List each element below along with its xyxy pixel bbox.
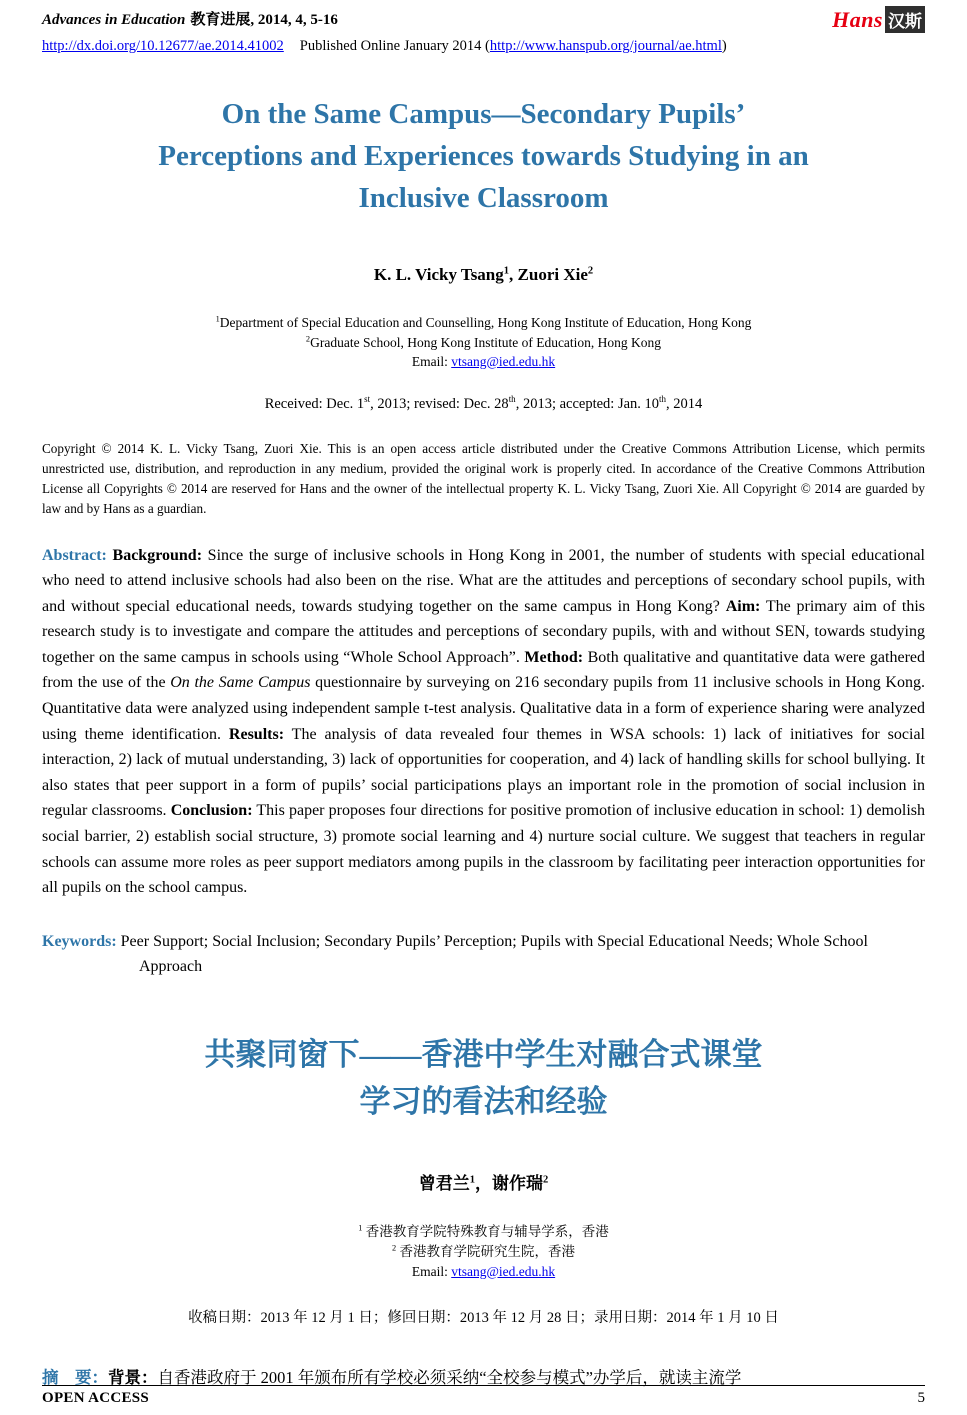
chinese-abstract-label: 摘 要：	[42, 1367, 108, 1387]
keywords-paragraph	[42, 929, 925, 979]
journal-url-link[interactable]: http://www.hanspub.org/journal/ae.html	[489, 38, 722, 54]
author-separator: ,	[509, 265, 518, 284]
author-1-superscript: 1	[503, 265, 510, 277]
chinese-authors-line	[42, 1169, 925, 1194]
authors-line	[42, 265, 925, 285]
paper-title-line-1: On the Same Campus—Secondary Pupils’	[221, 98, 746, 130]
chinese-background-label: 背景：	[108, 1367, 158, 1387]
affiliation-2	[42, 333, 925, 353]
chinese-received-line: 收稿日期：2013 年 12 月 1 日；修回日期：2013 年 12 月 28 日；录用日期：2014 年 1 月 10 日	[188, 1309, 779, 1326]
chinese-author-2-superscript: 2	[543, 1174, 549, 1186]
affiliations-block	[42, 313, 925, 372]
received-sup-2: th	[508, 393, 516, 404]
chinese-title-line-1: 共聚同窗下——香港中学生对融合式课堂	[204, 1036, 763, 1072]
open-access-label: OPEN ACCESS	[42, 1390, 150, 1406]
email-link[interactable]: vtsang@ied.edu.hk	[451, 354, 556, 369]
chinese-title-line-2: 学习的看法和经验	[359, 1083, 608, 1119]
chinese-title	[42, 1031, 925, 1125]
questionnaire-name-italic: On the Same Campus	[170, 674, 311, 692]
received-text-4: , 2014	[666, 395, 703, 412]
paper-title-line-2: Perceptions and Experiences towards Studying in an	[158, 140, 809, 172]
chinese-affiliation-2	[42, 1242, 925, 1262]
chinese-email-link[interactable]: vtsang@ied.edu.hk	[451, 1263, 556, 1279]
keywords-text: Peer Support; Social Inclusion; Secondary Pupils’ Perception; Pupils with Special Educational Needs; Whole School Approach	[116, 932, 868, 975]
chinese-affiliations-block	[42, 1222, 925, 1282]
aim-label: Aim:	[725, 597, 761, 615]
published-online-close: )	[721, 38, 727, 54]
method-label: Method:	[524, 648, 584, 666]
doi-published-line	[42, 38, 925, 55]
abstract-label: Abstract:	[42, 546, 107, 564]
author-2-name: Zuori Xie	[517, 265, 588, 284]
hans-logo-text: Hans	[832, 6, 883, 32]
chinese-author-1-superscript: 1	[469, 1174, 475, 1186]
chinese-affiliation-1-superscript: 1	[358, 1223, 363, 1233]
journal-name-english: Advances in Education	[42, 12, 186, 28]
affiliation-1-superscript: 1	[215, 314, 220, 324]
page-header	[42, 8, 925, 33]
received-sup-3: th	[659, 393, 667, 404]
affiliation-2-superscript: 2	[305, 334, 311, 343]
chinese-email-label: Email:	[411, 1263, 452, 1279]
page-footer	[42, 1385, 925, 1407]
paper-title	[42, 93, 925, 219]
hans-publisher-logo	[832, 6, 925, 33]
conclusion-text: This paper proposes four directions for positive promotion of inclusive education in school: 1) demolish social barrier, 2) establish social structure, 3) promote social learning and 4) nurture social culture. We suggest that teachers in regular schools can assume more roles as peer support mediators among pupils in the classroom by facilitating peer interaction opportunities for all pupils on the school campus.	[42, 802, 926, 897]
email-label: Email:	[411, 354, 452, 369]
page-number: 5	[917, 1390, 925, 1406]
journal-citation-line	[42, 8, 338, 29]
received-text-3: , 2013; accepted: Jan. 10	[515, 395, 660, 412]
method-text-1: Both qualitative and quantitative data were gathered from the use of the	[42, 648, 925, 692]
method-text-2: questionnaire by surveying on 216 secondary pupils from 11 inclusive schools in Hong Kong. Quantitative data were analyzed using independent sample t-test analysis. Qualitative data in a form of experience sharing were analyzed using theme identification.	[42, 674, 925, 743]
affiliation-2-text: Graduate School, Hong Kong Institute of Education, Hong Kong	[310, 334, 662, 350]
chinese-affiliation-1	[42, 1222, 925, 1242]
chinese-author-2-name: 谢作瑞	[492, 1173, 543, 1193]
email-line	[42, 352, 925, 372]
received-line	[42, 393, 925, 413]
received-text-2: , 2013; revised: Dec. 28	[370, 395, 509, 412]
chinese-author-separator: ，	[475, 1173, 492, 1193]
chinese-affiliation-2-text: 香港教育学院研究生院，香港	[396, 1243, 576, 1259]
chinese-author-1-name: 曾君兰	[418, 1173, 470, 1193]
keywords-label: Keywords:	[42, 932, 117, 950]
background-label: Background:	[106, 546, 203, 564]
received-text-1: Received: Dec. 1	[264, 395, 365, 412]
doi-link[interactable]: http://dx.doi.org/10.12677/ae.2014.41002	[42, 38, 284, 54]
chinese-affiliation-1-text: 香港教育学院特殊教育与辅导学系，香港	[362, 1223, 609, 1239]
affiliation-1	[42, 313, 925, 333]
journal-name-chinese-issue: 教育进展, 2014, 4, 5-16	[190, 12, 338, 28]
chinese-affiliation-2-superscript: 2	[391, 1243, 397, 1253]
received-sup-1: st	[364, 393, 371, 404]
conclusion-label: Conclusion:	[170, 802, 253, 820]
affiliation-1-text: Department of Special Education and Counselling, Hong Kong Institute of Education, Hong Kong	[219, 315, 752, 330]
background-text: Since the surge of inclusive schools in Hong Kong in 2001, the number of students with special educational who need to attend inclusive schools had also been on the rise. What are the attitudes and perceptions of secondary school pupils, with and without special educational needs, towards studying together on the same campus in Hong Kong?	[42, 546, 925, 615]
paper-title-line-3: Inclusive Classroom	[358, 182, 609, 214]
copyright-notice: Copyright © 2014 K. L. Vicky Tsang, Zuori Xie. This is an open access article distributed under the Creative Commons Attribution License, which permits unrestricted use, distribution, and reproduction in any medium, provided the original work is properly cited. In accordance of the Creative Commons Attribution License all Copyrights © 2014 are reserved for Hans and the owner of the intellectual property K. L. Vicky Tsang, Zuori Xie. All Copyright © 2014 are guarded by law and by Hans as a guardian.	[42, 440, 925, 516]
hans-logo-chinese: 汉斯	[885, 6, 925, 33]
aim-text: The primary aim of this research study is to investigate and compare the attitudes and perceptions of secondary pupils, with and without SEN, towards studying together on the same campus in schools using “Whole School Approach”.	[42, 597, 925, 666]
results-text: The analysis of data revealed four themes in WSA schools: 1) lack of initiatives for social interaction, 2) lack of mutual understanding, 3) lack of opportunities for cooperation, and 4) lack of handling skills for school bullying. It also states that peer support in a form of pupils’ social participations plays an important role in the promotion of social inclusion in regular classrooms.	[42, 725, 926, 820]
author-1-name: K. L. Vicky Tsang	[373, 265, 504, 284]
chinese-abstract-text: 自香港政府于 2001 年颁布所有学校必须采纳“全校参与模式”办学后，就读主流学	[157, 1367, 742, 1387]
results-label: Results:	[228, 725, 285, 743]
chinese-email-line	[42, 1262, 925, 1282]
published-online-text: Published Online January 2014 (	[299, 38, 490, 54]
author-2-superscript: 2	[587, 265, 594, 277]
abstract-paragraph	[42, 543, 925, 901]
